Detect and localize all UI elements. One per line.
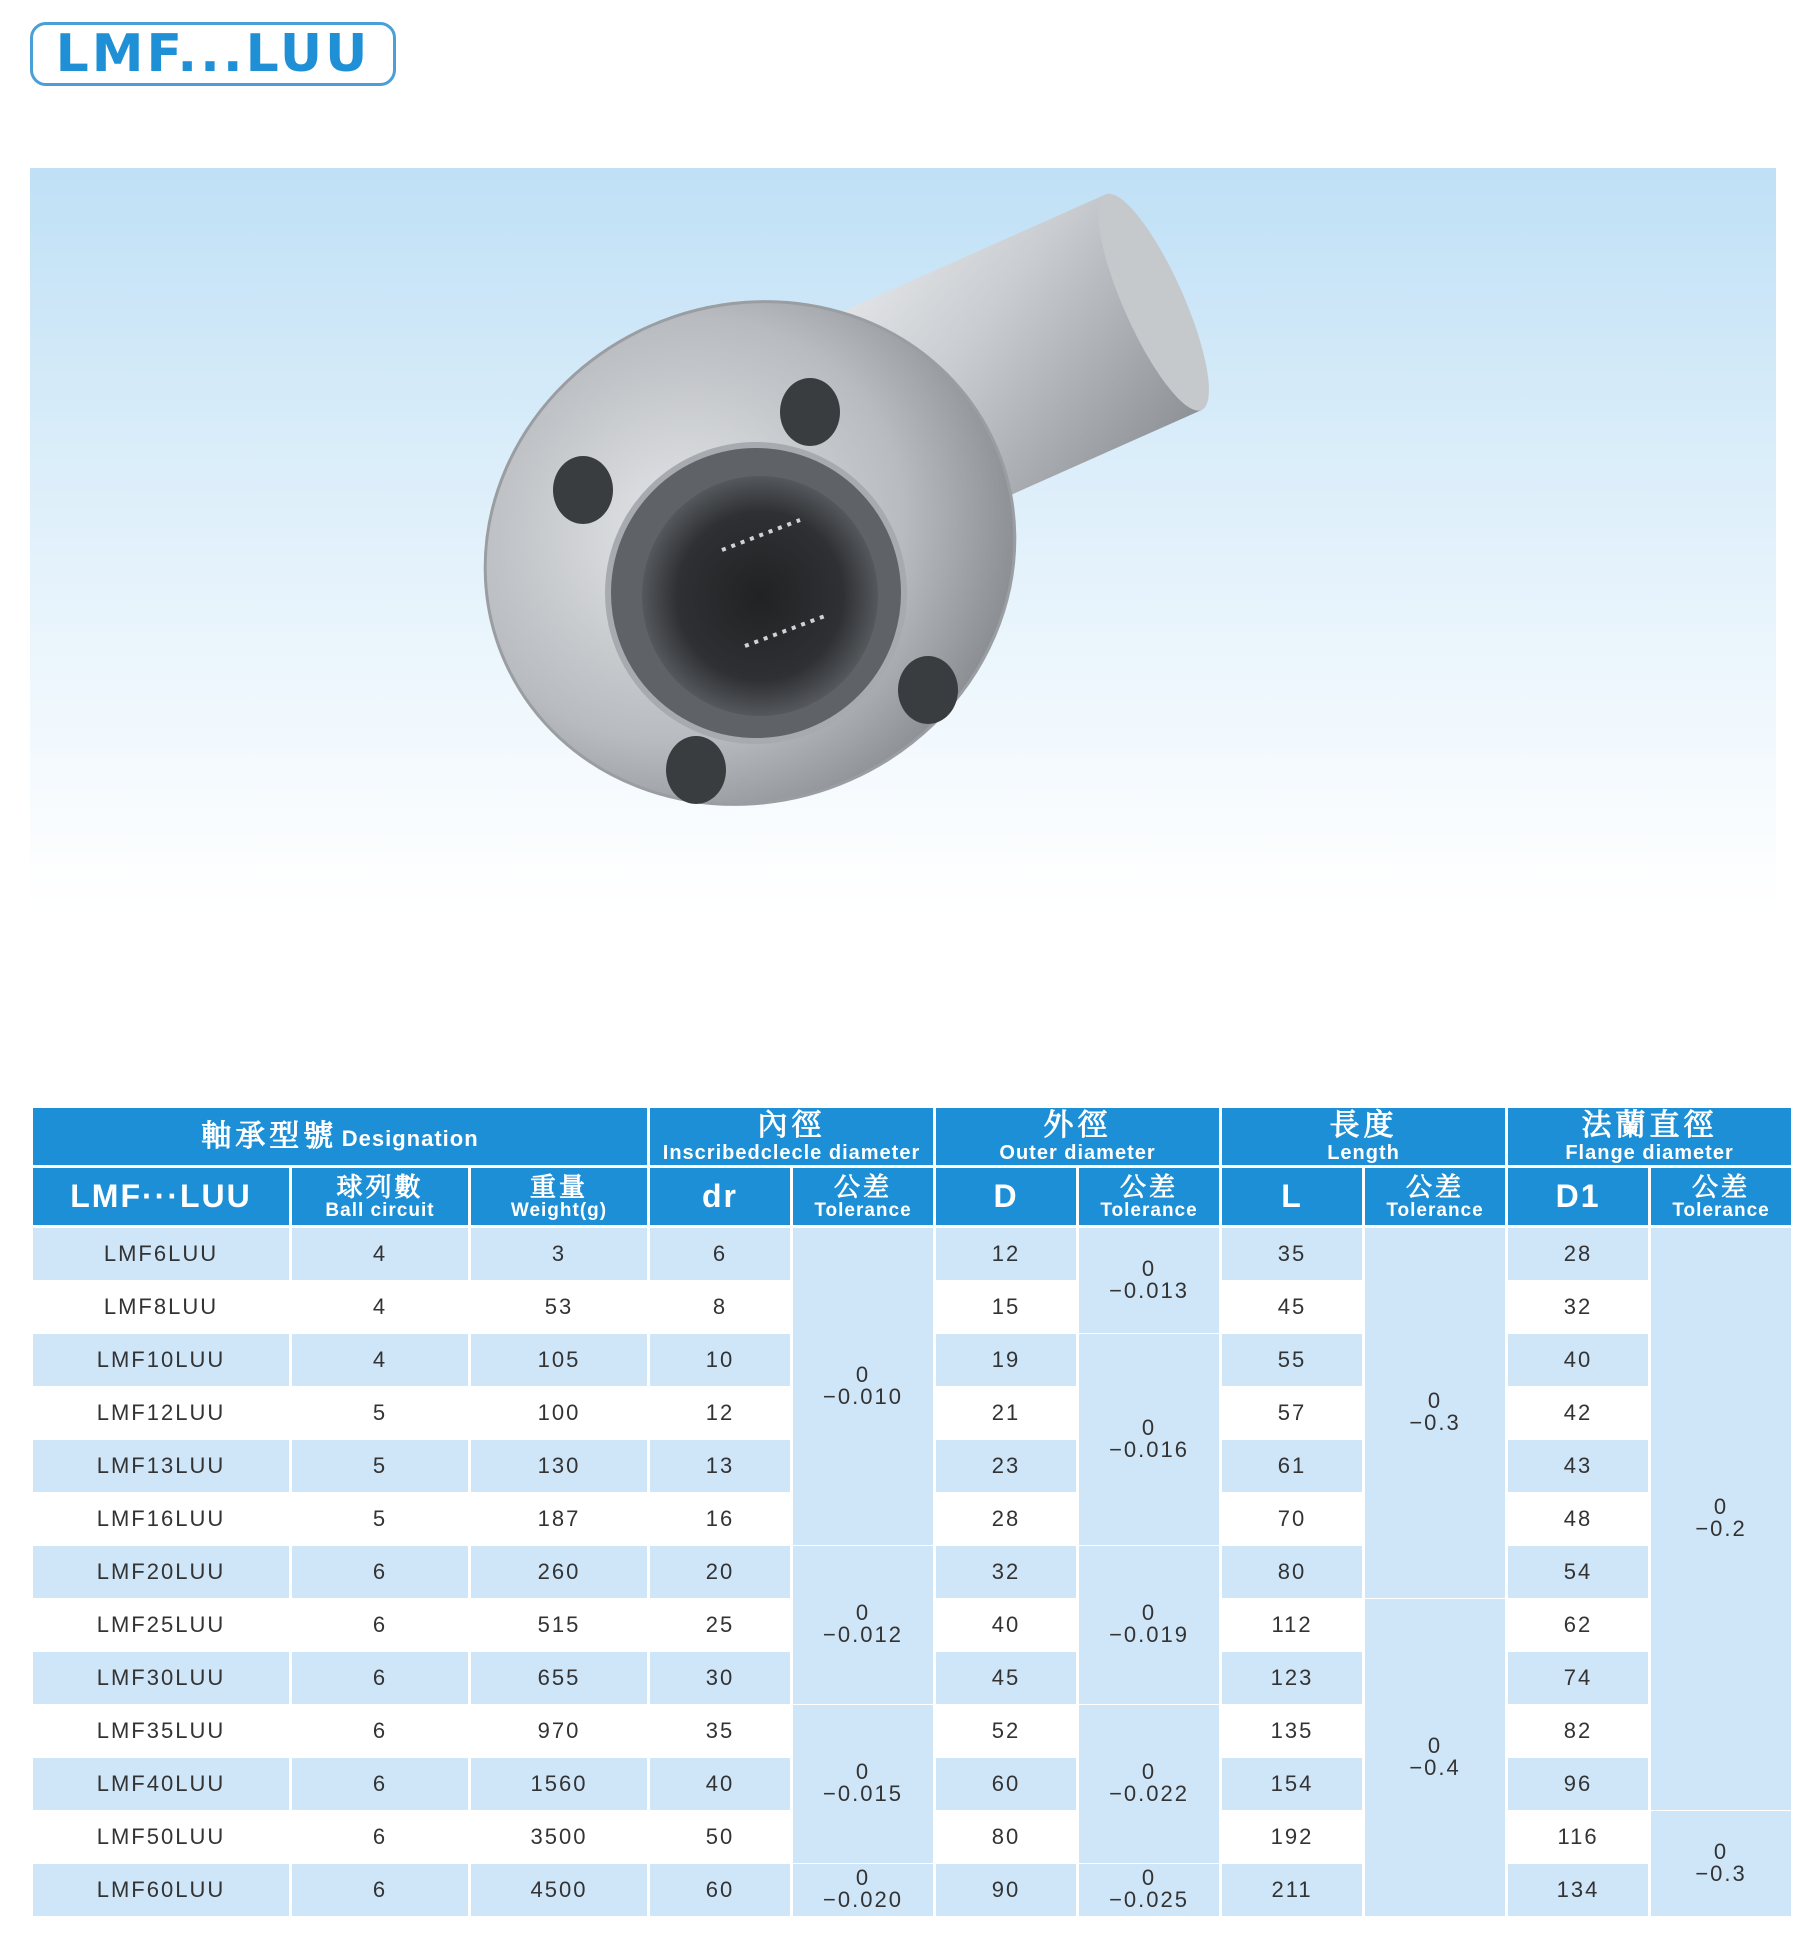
tolerance-upper: 0 — [855, 1600, 871, 1625]
D1-cell: 74 — [1508, 1652, 1648, 1705]
product-photo — [30, 168, 1776, 910]
D1-cell: 54 — [1508, 1546, 1648, 1599]
tolerance-value — [1109, 1761, 1189, 1805]
tolerance-lower: −0.019 — [1109, 1622, 1189, 1647]
header-D-label: D — [993, 1178, 1019, 1214]
D-cell: 45 — [936, 1652, 1076, 1705]
specification-table — [30, 1108, 1794, 1917]
weight-cell: 130 — [471, 1440, 647, 1493]
table-row — [33, 1228, 1791, 1281]
D-cell: 28 — [936, 1493, 1076, 1546]
tolerance-upper: 0 — [1713, 1494, 1729, 1519]
tolerance-lower: −0.022 — [1109, 1781, 1189, 1806]
model-cell: LMF6LUU — [33, 1228, 289, 1281]
ball-circuit-cell: 6 — [292, 1811, 468, 1864]
D-tolerance-cell — [1079, 1334, 1219, 1546]
tolerance-lower: −0.4 — [1409, 1754, 1461, 1780]
tolerance-upper: 0 — [855, 1361, 871, 1387]
ball-circuit-cell: 4 — [292, 1334, 468, 1387]
model-cell: LMF35LUU — [33, 1705, 289, 1758]
tolerance-lower: −0.016 — [1109, 1436, 1189, 1462]
D1-cell: 62 — [1508, 1599, 1648, 1652]
D-tolerance-cell — [1079, 1228, 1219, 1334]
header-flange-cn: 法蘭直徑 — [1581, 1108, 1718, 1142]
header-flange-en: Flange diameter — [1565, 1141, 1734, 1164]
model-cell: LMF16LUU — [33, 1493, 289, 1546]
ball-circuit-cell: 6 — [292, 1546, 468, 1599]
header-outer-cn: 外徑 — [1043, 1108, 1112, 1142]
dr-cell: 30 — [650, 1652, 790, 1705]
header-L-label: L — [1281, 1178, 1303, 1214]
header-designation-en: Designation — [341, 1125, 479, 1151]
L-cell: 55 — [1222, 1334, 1362, 1387]
tolerance-value — [1409, 1732, 1461, 1780]
dr-cell: 25 — [650, 1599, 790, 1652]
header-tol-cn: 公差 — [1692, 1171, 1751, 1202]
D-tolerance-cell — [1079, 1864, 1219, 1917]
L-tolerance-cell — [1365, 1228, 1505, 1599]
tolerance-value — [1109, 1255, 1189, 1303]
model-cell: LMF13LUU — [33, 1440, 289, 1493]
header-weight — [471, 1168, 647, 1228]
D1-cell: 28 — [1508, 1228, 1648, 1281]
model-cell: LMF30LUU — [33, 1652, 289, 1705]
header-tol-cn: 公差 — [834, 1171, 893, 1202]
D1-cell: 116 — [1508, 1811, 1648, 1864]
page-title: LMF...LUU — [55, 24, 371, 84]
D1-cell: 43 — [1508, 1440, 1648, 1493]
dr-tolerance-cell — [793, 1228, 933, 1546]
D-tolerance-cell — [1079, 1705, 1219, 1864]
L-cell: 35 — [1222, 1228, 1362, 1281]
weight-cell: 515 — [471, 1599, 647, 1652]
D1-cell: 40 — [1508, 1334, 1648, 1387]
header-length — [1222, 1108, 1505, 1168]
D-tolerance-cell — [1079, 1546, 1219, 1705]
header-ball-en: Ball circuit — [325, 1199, 435, 1221]
weight-cell: 100 — [471, 1387, 647, 1440]
D1-cell: 96 — [1508, 1758, 1648, 1811]
ball-circuit-cell: 5 — [292, 1440, 468, 1493]
header-designation-cn: 軸承型號 — [201, 1119, 338, 1153]
header-tol-en: Tolerance — [1386, 1199, 1484, 1221]
D-cell: 19 — [936, 1334, 1076, 1387]
dr-cell: 60 — [650, 1864, 790, 1917]
header-inscribed-en: Inscribedclecle diameter — [662, 1141, 921, 1164]
header-ball-cn: 球列數 — [336, 1171, 424, 1202]
tolerance-value — [1409, 1390, 1460, 1434]
D-cell: 32 — [936, 1546, 1076, 1599]
header-tol-en: Tolerance — [814, 1199, 912, 1221]
D-cell: 60 — [936, 1758, 1076, 1811]
table-row — [33, 1864, 1791, 1917]
weight-cell: 260 — [471, 1546, 647, 1599]
header-length-en: Length — [1327, 1141, 1400, 1164]
ball-circuit-cell: 5 — [292, 1493, 468, 1546]
dr-tolerance-cell — [793, 1705, 933, 1864]
tolerance-upper: 0 — [1141, 1759, 1157, 1784]
header-inscribed-cn: 內徑 — [757, 1108, 826, 1142]
tolerance-upper: 0 — [1141, 1600, 1157, 1625]
tolerance-value — [1109, 1867, 1189, 1911]
tolerance-upper: 0 — [1713, 1838, 1729, 1864]
header-ball-circuit — [292, 1168, 468, 1228]
model-cell: LMF12LUU — [33, 1387, 289, 1440]
header-D1-label: D1 — [1555, 1178, 1601, 1214]
model-cell: LMF20LUU — [33, 1546, 289, 1599]
dr-tolerance-cell — [793, 1864, 933, 1917]
tolerance-lower: −0.020 — [823, 1887, 903, 1912]
header-outer-en: Outer diameter — [999, 1141, 1156, 1164]
L-cell: 192 — [1222, 1811, 1362, 1864]
tolerance-value — [1109, 1602, 1189, 1646]
header-tol-en: Tolerance — [1100, 1199, 1198, 1221]
L-cell: 154 — [1222, 1758, 1362, 1811]
tolerance-value — [1109, 1414, 1189, 1462]
ball-circuit-cell: 4 — [292, 1281, 468, 1334]
header-designation — [33, 1108, 647, 1168]
model-cell: LMF10LUU — [33, 1334, 289, 1387]
dr-cell: 50 — [650, 1811, 790, 1864]
tolerance-value — [823, 1361, 903, 1409]
header-weight-cn: 重量 — [529, 1171, 588, 1202]
tolerance-lower: −0.2 — [1695, 1516, 1747, 1541]
tolerance-upper: 0 — [1141, 1255, 1157, 1281]
tolerance-value — [1695, 1496, 1746, 1540]
header-L-tolerance — [1365, 1168, 1505, 1228]
tolerance-lower: −0.013 — [1109, 1277, 1189, 1303]
tolerance-upper: 0 — [1427, 1388, 1443, 1413]
weight-cell: 3 — [471, 1228, 647, 1281]
ball-circuit-cell: 6 — [292, 1864, 468, 1917]
dr-cell: 16 — [650, 1493, 790, 1546]
header-tol-cn: 公差 — [1406, 1171, 1465, 1202]
tolerance-lower: −0.3 — [1409, 1410, 1461, 1435]
D1-cell: 134 — [1508, 1864, 1648, 1917]
weight-cell: 105 — [471, 1334, 647, 1387]
weight-cell: 4500 — [471, 1864, 647, 1917]
page-title-box — [30, 22, 396, 86]
table-row — [33, 1705, 1791, 1758]
model-cell: LMF25LUU — [33, 1599, 289, 1652]
weight-cell: 1560 — [471, 1758, 647, 1811]
tolerance-value — [823, 1867, 903, 1911]
header-D — [936, 1168, 1076, 1228]
L-cell: 123 — [1222, 1652, 1362, 1705]
D-cell: 15 — [936, 1281, 1076, 1334]
L-cell: 112 — [1222, 1599, 1362, 1652]
table-row — [33, 1546, 1791, 1599]
weight-cell: 187 — [471, 1493, 647, 1546]
D-cell: 52 — [936, 1705, 1076, 1758]
header-tol-cn: 公差 — [1120, 1171, 1179, 1202]
D-cell: 80 — [936, 1811, 1076, 1864]
weight-cell: 3500 — [471, 1811, 647, 1864]
header-dr — [650, 1168, 790, 1228]
D1-tolerance-cell — [1651, 1811, 1791, 1917]
tolerance-upper: 0 — [1427, 1732, 1443, 1758]
header-L — [1222, 1168, 1362, 1228]
model-cell: LMF8LUU — [33, 1281, 289, 1334]
L-cell: 80 — [1222, 1546, 1362, 1599]
weight-cell: 53 — [471, 1281, 647, 1334]
ball-circuit-cell: 6 — [292, 1705, 468, 1758]
L-cell: 135 — [1222, 1705, 1362, 1758]
ball-circuit-cell: 6 — [292, 1599, 468, 1652]
dr-cell: 40 — [650, 1758, 790, 1811]
dr-cell: 12 — [650, 1387, 790, 1440]
L-cell: 45 — [1222, 1281, 1362, 1334]
ball-circuit-cell: 6 — [292, 1758, 468, 1811]
D1-tolerance-cell — [1651, 1228, 1791, 1811]
header-inscribed-diameter — [650, 1108, 933, 1168]
dr-cell: 8 — [650, 1281, 790, 1334]
tolerance-value — [823, 1602, 903, 1646]
L-cell: 57 — [1222, 1387, 1362, 1440]
header-length-cn: 長度 — [1329, 1108, 1398, 1142]
tolerance-lower: −0.025 — [1109, 1887, 1189, 1912]
dr-cell: 20 — [650, 1546, 790, 1599]
D-cell: 12 — [936, 1228, 1076, 1281]
L-cell: 70 — [1222, 1493, 1362, 1546]
header-D-tolerance — [1079, 1168, 1219, 1228]
specification-rows — [33, 1228, 1791, 1917]
weight-cell: 970 — [471, 1705, 647, 1758]
header-dr-tolerance — [793, 1168, 933, 1228]
D-cell: 40 — [936, 1599, 1076, 1652]
D-cell: 21 — [936, 1387, 1076, 1440]
D1-cell: 32 — [1508, 1281, 1648, 1334]
tolerance-lower: −0.015 — [823, 1781, 903, 1806]
L-cell: 61 — [1222, 1440, 1362, 1493]
model-cell: LMF60LUU — [33, 1864, 289, 1917]
dr-cell: 35 — [650, 1705, 790, 1758]
tolerance-upper: 0 — [855, 1759, 871, 1784]
dr-cell: 10 — [650, 1334, 790, 1387]
L-cell: 211 — [1222, 1864, 1362, 1917]
D-cell: 23 — [936, 1440, 1076, 1493]
tolerance-value — [823, 1761, 903, 1805]
ball-circuit-cell: 4 — [292, 1228, 468, 1281]
weight-cell: 655 — [471, 1652, 647, 1705]
tolerance-upper: 0 — [855, 1865, 871, 1890]
tolerance-lower: −0.012 — [823, 1622, 903, 1647]
tolerance-upper: 0 — [1141, 1414, 1157, 1440]
D1-cell: 82 — [1508, 1705, 1648, 1758]
model-cell: LMF40LUU — [33, 1758, 289, 1811]
dr-cell: 6 — [650, 1228, 790, 1281]
header-tol-en: Tolerance — [1672, 1199, 1770, 1221]
header-outer-diameter — [936, 1108, 1219, 1168]
tolerance-value — [1695, 1838, 1747, 1886]
D1-cell: 48 — [1508, 1493, 1648, 1546]
header-D1 — [1508, 1168, 1648, 1228]
tolerance-lower: −0.3 — [1695, 1860, 1747, 1886]
tolerance-lower: −0.010 — [823, 1383, 903, 1409]
D-cell: 90 — [936, 1864, 1076, 1917]
dr-tolerance-cell — [793, 1546, 933, 1705]
model-cell: LMF50LUU — [33, 1811, 289, 1864]
header-model-label: LMF···LUU — [70, 1178, 252, 1214]
D1-cell: 42 — [1508, 1387, 1648, 1440]
flanged-linear-bearing-image — [30, 168, 1776, 910]
header-flange-diameter — [1508, 1108, 1791, 1168]
tolerance-upper: 0 — [1141, 1865, 1157, 1890]
header-D1-tolerance — [1651, 1168, 1791, 1228]
header-model — [33, 1168, 289, 1228]
L-tolerance-cell — [1365, 1599, 1505, 1917]
ball-circuit-cell: 5 — [292, 1387, 468, 1440]
dr-cell: 13 — [650, 1440, 790, 1493]
header-dr-label: dr — [702, 1178, 738, 1214]
ball-circuit-cell: 6 — [292, 1652, 468, 1705]
header-weight-en: Weight(g) — [510, 1199, 608, 1221]
